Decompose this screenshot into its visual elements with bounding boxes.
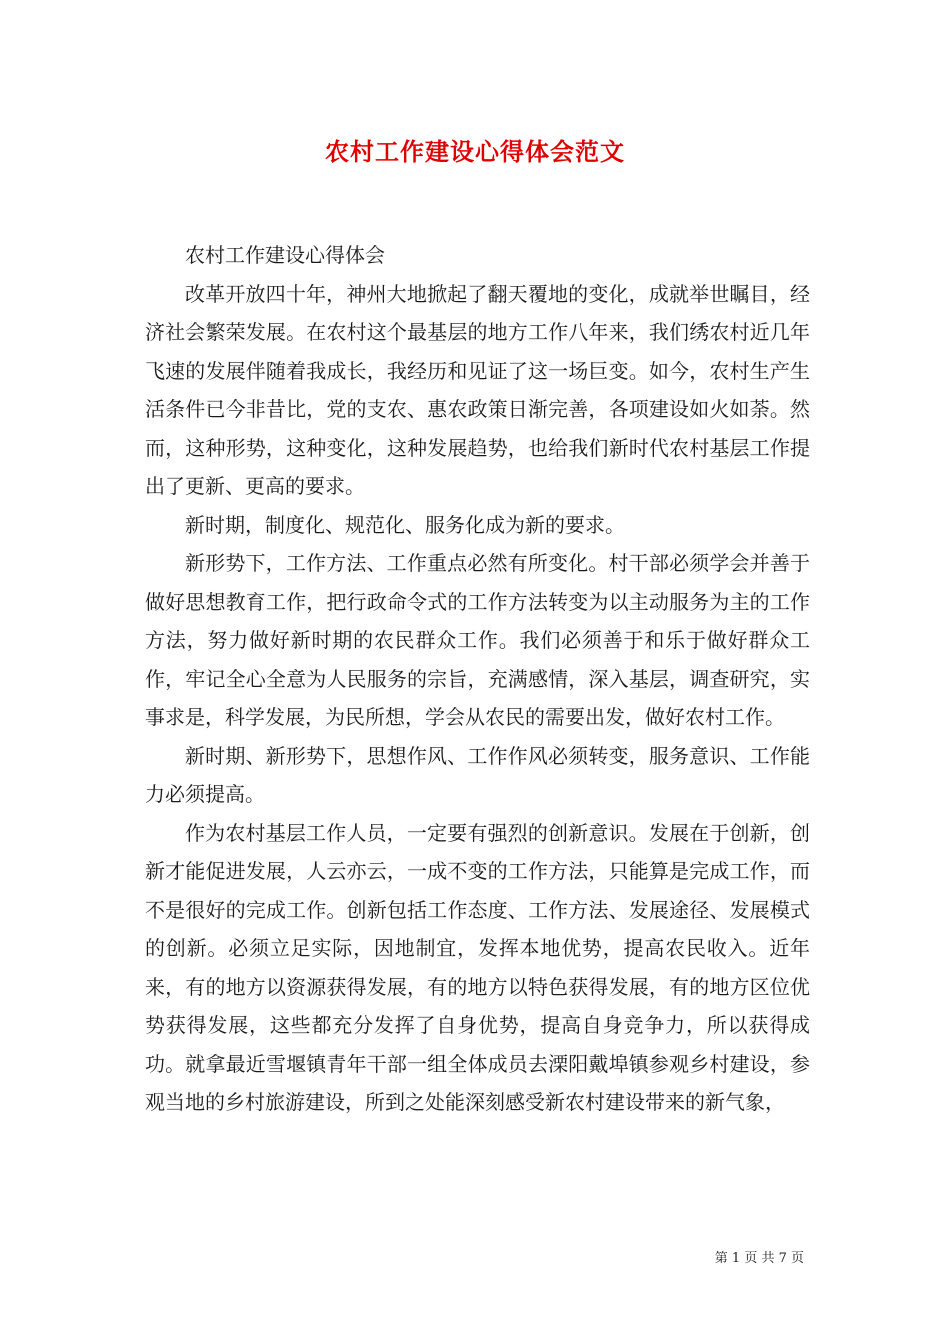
paragraph: 新时期、新形势下，思想作风、工作作风必须转变，服务意识、工作能力必须提高。 (145, 743, 810, 806)
paragraph: 作为农村基层工作人员，一定要有强烈的创新意识。发展在于创新，创新才能促进发展，人云亦云，一成不变的工作方法，只能算是完成工作，而不是很好的完成工作。创新包括工作态度、工作方法、发展途径、发展模式的创新。必须立足实际，因地制宜，发挥本地优势，提高农民收入。近年来，有的地方以资源获得发展，有的地方以特色获得发展，有的地方区位优势获得发展，这些都充分发挥了自身优势，提高自身竞争力，所以获得成功。就拿最近雪堰镇青年干部一组全体成员去溧阳戴埠镇参观乡村建设，参观当地的乡村旅游建设，所到之处能深刻感受新农村建设带来的新气象， (145, 820, 810, 1114)
paragraph: 新形势下，工作方法、工作重点必然有所变化。村干部必须学会并善于做好思想教育工作，把行政命令式的工作方法转变为以主动服务为主的工作方法，努力做好新时期的农民群众工作。我们必须善于和乐于做好群众工作，牢记全心全意为人民服务的宗旨，充满感情，深入基层，调查研究，实事求是，科学发展，为民所想，学会从农民的需要出发，做好农村工作。 (145, 551, 810, 729)
page-number: 第 1 页 共 7 页 (714, 1251, 804, 1266)
paragraph: 新时期，制度化、规范化、服务化成为新的要求。 (185, 512, 625, 537)
document-body (145, 236, 810, 1122)
paragraph: 农村工作建设心得体会 (185, 243, 385, 267)
paragraph: 改革开放四十年，神州大地掀起了翻天覆地的变化，成就举世瞩目，经济社会繁荣发展。在农村这个最基层的地方工作八年来，我们绣农村近几年飞速的发展伴随着我成长，我经历和见证了这一场巨变。如今，农村生产生活条件已今非昔比，党的支农、惠农政策日渐完善，各项建设如火如荼。然而，这种形势，这种变化，这种发展趋势，也给我们新时代农村基层工作提出了更新、更高的要求。 (145, 281, 810, 498)
document-title: 农村工作建设心得体会范文 (325, 137, 625, 166)
